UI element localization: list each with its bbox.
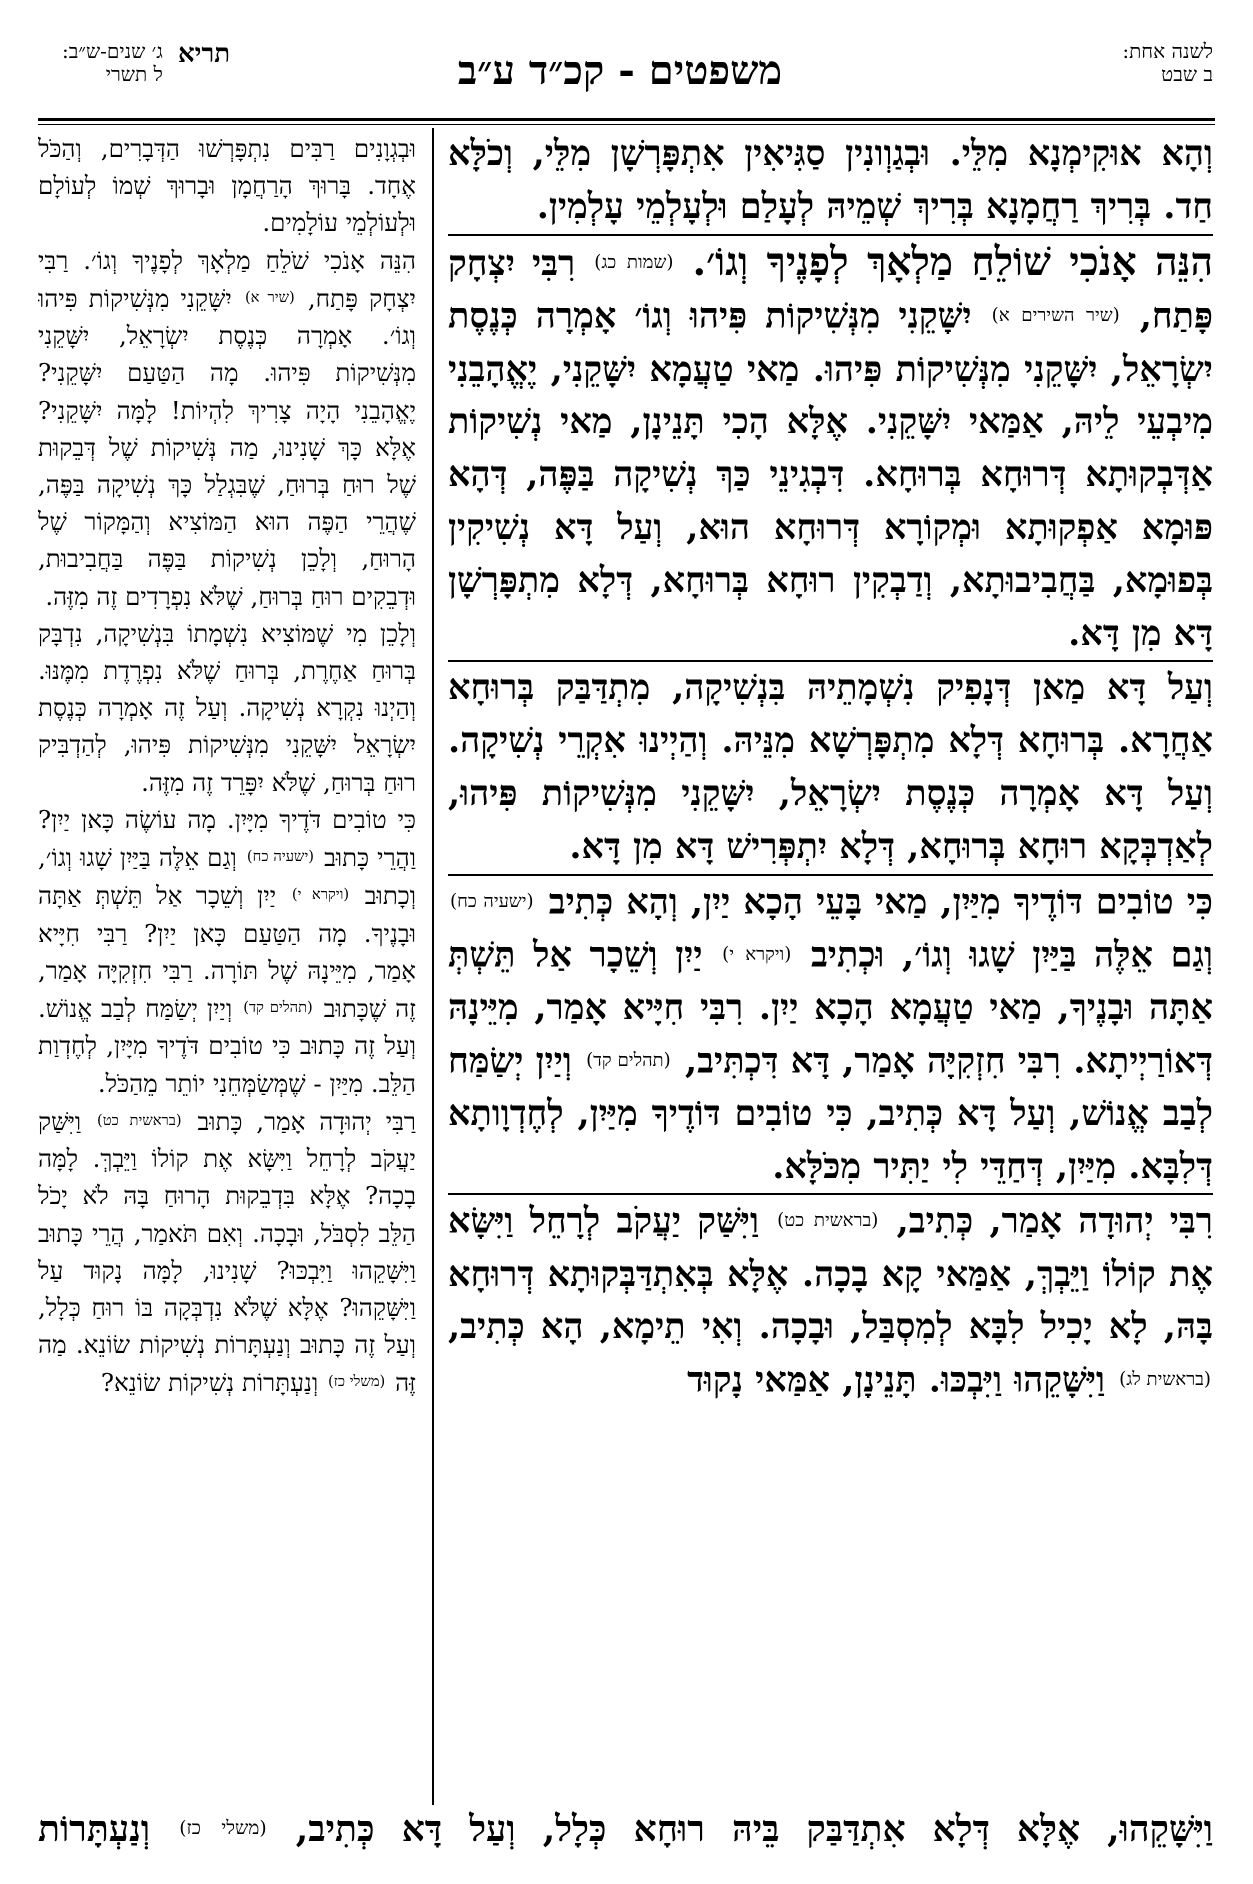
side-s5-b: וַיִּשַּׁק יַעֲקֹב לְרָחֵל וַיִּשָּׂא אֶת קוֹלוֹ וַיֵּבְךְּ. לָמָּה בָכָה? אֶלָּא בִּדְבֵקוּת הָרוּחַ בָּהּ לֹא יָכֹל הַלֵּב לִסְבֹּל, וּבָכָה. וְאִם תֹּאמַר, הֲרֵי כָּתוּב וַיִּשָּׁקֵהוּ וַיִּבְכּוּ? שָׁנִינוּ, לָמָּה נָקוּד עַל וַיִּשָּׁקֵהוּ? אֶלָּא שֶׁלֹּא נִדְבְּקָה בּוֹ רוּחַ כְּלָל, וְעַל זֶה כָּתוּב וְנַעְתָּרוֹת נְשִׁיקוֹת שׂוֹנֵא. מַה זֶּה	[38, 1106, 416, 1398]
source-ref: (בראשית כט)	[97, 1111, 182, 1129]
side-s3-text: וְלָכֵן מִי שֶׁמּוֹצִיא נִשְׁמָתוֹ בִּנְשִׁיקָה, נִדְבָּק בְּרוּחַ אַחֶרֶת, בְּרוּחַ שֶׁלֹּא נִפְרֶדֶת מִמֶּנּוּ. וְהַיְנוּ נִקְרָא נְשִׁיקָה. וְעַל זֶה אָמְרָה כְּנֶסֶת יִשְׂרָאֵל יִשָּׁקֵנִי מִנְּשִׁיקוֹת פִּיהוּ, לְהַדְבִּיק רוּחַ בְּרוּחַ, שֶׁלֹּא יִפָּרֵד זֶה מִזֶּה.	[38, 618, 416, 797]
side-paragraph-3	[38, 615, 416, 801]
main-p2-b: יִשָּׁקֵנִי מִנְּשִׁיקוֹת פִּיהוּ וְגוֹ׳ אָמְרָה כְּנֶסֶת יִשְׂרָאֵל, יִשָּׁקֵנִי מִנְּשִׁיקוֹת פִּיהוּ. מַאי טַעֲמָא יִשָּׁקֵנִי, יֶאֱהָבֵנִי מִיבְעֵי לֵיהּ, אַמַּאי יִשָּׁקֵנִי. אֶלָּא הָכִי תָּנֵינָן, מַאי נְשִׁיקוֹת אַדְּבְקוּתָא דְּרוּחָא בְּרוּחָא. דִּבְגִינֵי כַּךְ נְשִׁיקָה בַּפֶּה, דְּהָא פּוּמָא אַפְקוּתָא וּמְקוֹרָא דְּרוּחָא הוּא, וְעַל דָּא נְשִׁיקִין בְּפוּמָא, בַּחֲבִיבוּתָא, וְדַבְקִין רוּחָא בְּרוּחָא, דְּלָא מִתְפָּרְשָׁן דָּא מִן דָּא.	[448, 295, 1213, 654]
side-s4-c: יַיִן וְשֵׁכָר אַל תֵּשְׁתְּ אַתָּה וּבָנֶיךָ. מָה הַטַּעַם כָּאן יַיִן? רַבִּי חִיָּיא אָמַר, מִיֵּינָהּ שֶׁל תּוֹרָה. רַבִּי חִזְקִיָּה אָמַר, זֶה שֶׁכָּתוּב	[38, 881, 416, 1024]
source-ref: (שיר השירים א)	[991, 305, 1120, 327]
side-s4-d: וְיַיִן יְשַׂמַּח לְבַב אֱנוֹשׁ. וְעַל זֶה כָּתוּב כִּי טוֹבִים דֹּדֶיךָ מִיָּיִן, לְחֶדְוַת הַלֵּב. מִיַּיִן - שֶׁמְּשַׂמְּחֵנִי יוֹתֵר מֵהַכֹּל.	[38, 994, 416, 1098]
main-p4-b: וְגַם אֵלֶּה בַּיַּיִן שָׁגוּ וְגוֹ׳, וּכְתִיב	[810, 934, 1213, 976]
main-p3-text: וְעַל דָּא מַאן דְּנָפִיק נִשְׁמָתֵיהּ בִּנְשִׁיקָה, מִתְדַּבַּק בְּרוּחָא אַחֲרָא. בְּרוּחָא דְּלָא מִתְפָּרְשָׁא מִנֵּיהּ. וְהַיְינוּ אִקְרֵי נְשִׁיקָה. וְעַל דָּא אָמְרָה כְּנֶסֶת יִשְׂרָאֵל, יִשָּׁקֵנִי מִנְּשִׁיקוֹת פִּיהוּ, לְאַדְבְּקָא רוּחָא בְּרוּחָא, דְּלָא יִתְפְּרִישׁ דָּא מִן דָּא.	[448, 667, 1213, 867]
main-p2-lead: הִנֵּה אָנֹכִי שׁוֹלֵחַ מַלְאָךְ לְפָנֶיךָ וְגוֹ׳.	[692, 238, 1213, 285]
header-rule	[38, 118, 1215, 121]
main-p2-a: רִבִּי יִצְחָק פָּתַח,	[448, 242, 1213, 337]
column-divider	[432, 128, 434, 1805]
main-p4-c: יַיִן וְשֵׁכָר אַל תֵּשְׁתְּ אַתָּה וּבָנֶיךָ, מַאי טַעֲמָא הָכָא יַיִן. רִבִּי חִיָּיא אָמַר, מִיֵּינָהּ דְּאוֹרַיְיתָא. רִבִּי חִזְקִיָּה אָמַר, דָּא דִּכְתִּיב,	[448, 934, 1213, 1081]
right-line1: לשנה אחת:	[1122, 39, 1213, 63]
main-paragraph-3	[448, 660, 1213, 873]
source-ref: (בראשית כט)	[777, 1210, 879, 1232]
header-right	[1122, 40, 1213, 120]
main-p4-a: כִּי טוֹבִים דּוֹדֶיךָ מִיַּיִן, מַאי בָּעֵי הָכָא יַיִן, וְהָא כְּתִיב	[548, 880, 1213, 922]
bottom-continuation-line	[38, 1800, 1213, 1860]
side-s2-b: יִשָּׁקֵנִי מִנְּשִׁיקוֹת פִּיהוּ וְגוֹ׳. אָמְרָה כְּנֶסֶת יִשְׂרָאֵל, יִשָּׁקֵנִי מִנְּשִׁיקוֹת פִּיהוּ. מָה הַטַּעַם יִשָּׁקֵנִי? יֶאֱהָבֵנִי הָיָה צָרִיךְ לִהְיוֹת! לָמָּה יִשָּׁקֵנִי? אֶלָּא כָּךְ שָׁנִינוּ, מַה נְּשִׁיקוֹת שֶׁל דְּבֵקוּת שֶׁל רוּחַ בְּרוּחַ, שֶׁבִּגְלַל כָּךְ נְשִׁיקָה בַּפֶּה, שֶׁהֲרֵי הַפֶּה הוּא הַמּוֹצִיא וְהַמָּקוֹר שֶׁל הָרוּחַ, וְלָכֵן נְשִׁיקוֹת בַּפֶּה בַּחֲבִיבוּת, וּדְבֵקִים רוּחַ בְּרוּחַ, שֶׁלֹּא נִפְרָדִים זֶה מִזֶּה.	[38, 283, 416, 611]
header-rule-thin	[38, 124, 1215, 125]
side-s1-text: וּבְגְוָנִים רַבִּים נִתְפָּרְשׁוּ הַדְּבָרִים, וְהַכֹּל אֶחָד. בָּרוּךְ הָרַחֲמָן וּבָרוּךְ שְׁמוֹ לְעוֹלָם וּלְעוֹלְמֵי עוֹלָמִים.	[38, 134, 416, 238]
main-p5-a: רִבִּי יְהוּדָה אָמַר, כְּתִיב,	[896, 1200, 1213, 1242]
dates-left-line2: ל תשרי	[105, 62, 163, 86]
main-paragraph-4	[448, 874, 1213, 1194]
main-paragraph-2	[448, 234, 1213, 661]
main-paragraph-1	[448, 128, 1213, 234]
page-title: משפטים - קכ״ד ע״ב	[457, 47, 783, 94]
side-paragraph-1	[38, 130, 416, 242]
side-s4-a: כִּי טוֹבִים דֹּדֶיךָ מִיָּיִן. מָה עוֹשֶׂה כָּאן יַיִן? וַהֲרֵי כָּתוּב	[38, 804, 416, 873]
main-p5-b: וַיִּשַּׁק יַעֲקֹב לְרָחֵל וַיִּשָּׂא אֶת קוֹלוֹ וַיֵּבְךְּ, אַמַּאי קָא בָכָה. אֶלָּא בְּאִתְדַּבְּקוּתָא דְּרוּחָא בָּהּ, לָא יָכִיל לִבָּא לְמִסְבַּל, וּבָכָה. וְאִי תֵימָא, הָא כְּתִיב,	[448, 1200, 1213, 1348]
side-s5-a: רַבִּי יְהוּדָה אָמַר, כָּתוּב	[197, 1106, 416, 1136]
study-dates-left	[62, 40, 163, 86]
side-paragraph-5	[38, 1102, 416, 1402]
source-ref: (בראשית לג)	[1119, 1369, 1211, 1391]
main-text-column	[448, 128, 1213, 1803]
main-p1-text: וְהָא אוּקִימְנָא מִלֵּי. וּבְגַוְונִין סַגִּיאִין אִתְפָּרְשָׁן מִלֵּי, וְכֹלָּא חַד. בְּרִיךְ רַחֲמָנָא בְּרִיךְ שְׁמֵיהּ לְעָלַם וּלְעָלְמֵי עָלְמִין.	[448, 133, 1213, 227]
side-paragraph-2	[38, 242, 416, 615]
bottom-line-b: וְנַעְתָּרוֹת	[38, 1808, 151, 1850]
main-p4-d: וְיַיִן יְשַׂמַּח לְבַב אֱנוֹשׁ, וְעַל דָּא כְּתִיב, כִּי טוֹבִים דּוֹדֶיךָ מִיַּיִן, לְחֶדְוָותָא דְּלִבָּא. מִיַּיִן, דְּחַדֵּי לִי יַתִּיר מִכֹּלָּא.	[448, 1039, 1213, 1187]
side-s5-c: וְנַעְתָּרוֹת נְשִׁיקוֹת שׂוֹנֵא?	[100, 1368, 319, 1398]
source-ref: (תהלים קד)	[243, 999, 313, 1017]
source-ref: (ויקרא י)	[291, 886, 350, 904]
side-paragraph-4	[38, 801, 416, 1102]
side-s2-text: הִנֵּה אָנֹכִי שֹׁלֵחַ מַלְאָךְ לְפָנֶיךָ וְגוֹ׳. רַבִּי יִצְחָק פָּתַח,	[38, 245, 416, 313]
translation-column	[38, 130, 416, 1805]
source-ref: (תהלים קד)	[586, 1049, 671, 1071]
source-ref: (ישעיה כח)	[450, 890, 534, 912]
source-ref: (שמות כג)	[594, 252, 674, 274]
side-s4-b: וְגַם אֵלֶּה בַּיַּיִן שָׁגוּ וְגוֹ׳, וְכָתוּב	[38, 843, 416, 911]
main-paragraph-5	[448, 1193, 1213, 1407]
bottom-line-a: וַיִּשָּׁקֵהוּ, אֶלָּא דְּלָא אִתְדַּבַּק בֵּיהּ רוּחָא כְּלָל, וְעַל דָּא כְּתִיב,	[295, 1808, 1213, 1850]
main-p5-c: וַיִּשָּׁקֵהוּ וַיִּבְכּוּ. תָּנֵינָן, אַמַּאי נָקוּד	[687, 1359, 1105, 1401]
source-ref: (ישעיה כח)	[246, 848, 315, 865]
source-ref: (משלי כז)	[328, 1373, 386, 1391]
source-ref: (משלי כז)	[179, 1818, 267, 1840]
header-left	[62, 40, 230, 120]
right-line2: ב שבט	[1161, 62, 1213, 86]
page-number: תריא	[177, 39, 231, 69]
source-ref: (שיר א)	[244, 288, 295, 306]
source-ref: (ויקרא י)	[722, 943, 792, 965]
dates-left-line1: ג׳ שנים-ש״ב:	[62, 39, 163, 63]
